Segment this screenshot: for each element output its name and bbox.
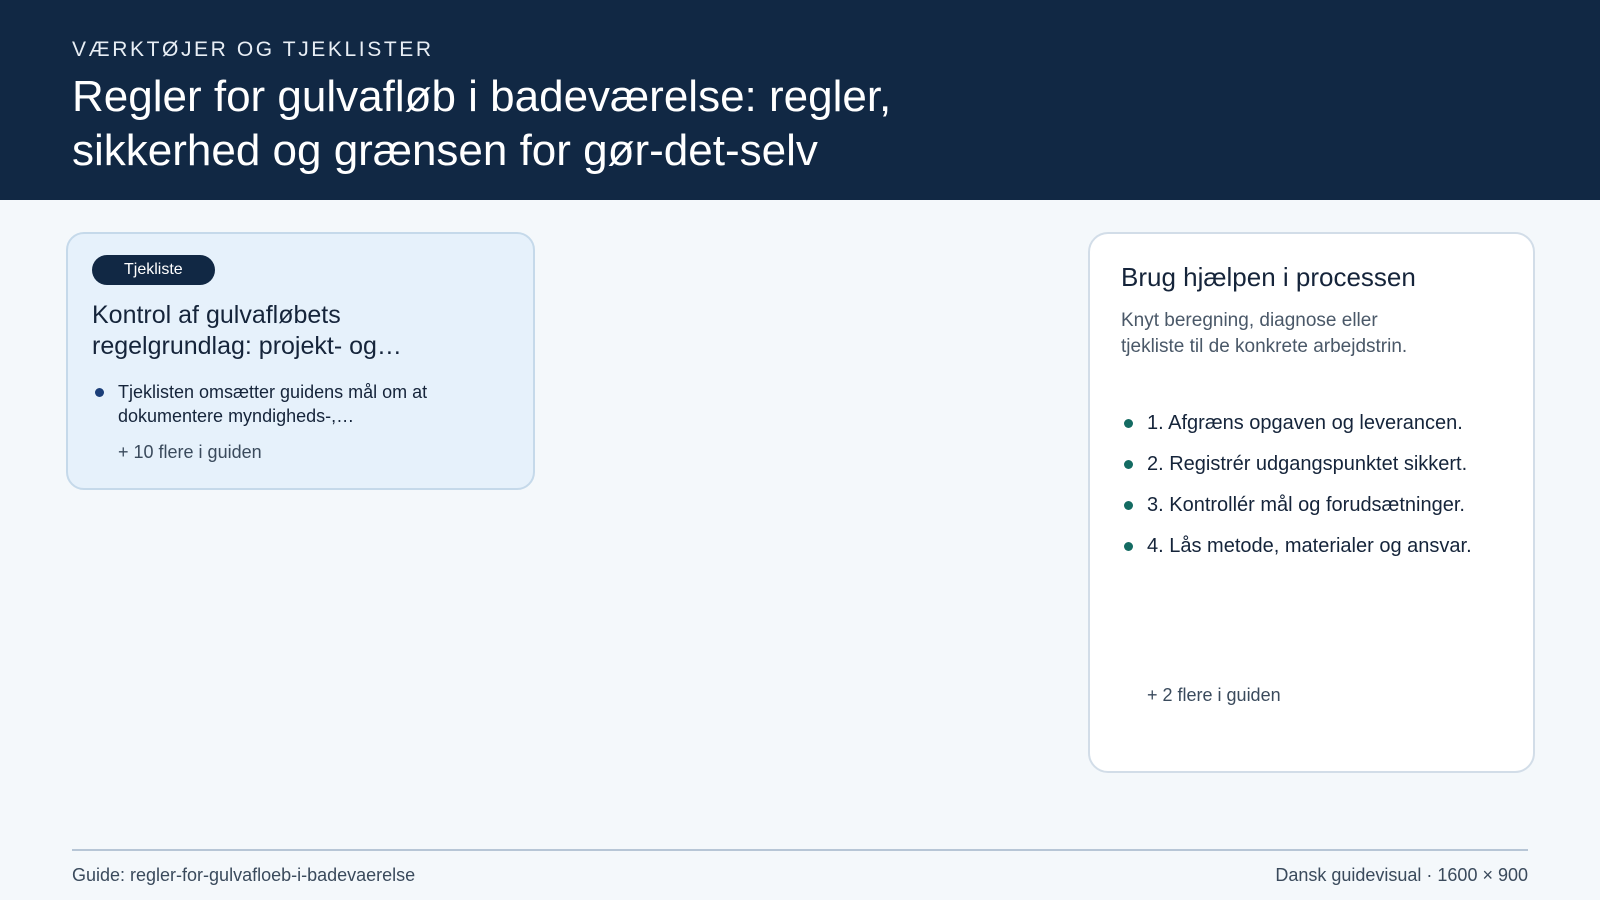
bullet-dot-icon xyxy=(1124,542,1133,551)
checklist-card-title: Kontrol af gulvafløbets regelgrundlag: projekt- og… xyxy=(92,301,402,360)
process-steps xyxy=(1121,410,1501,574)
checklist-item xyxy=(92,380,512,428)
checklist-more-link[interactable]: + 10 flere i guiden xyxy=(118,442,262,462)
process-step-text: 3. Kontrollér mål og forudsætninger. xyxy=(1147,494,1465,516)
footer-divider xyxy=(72,849,1528,851)
footer-guide-slug: Guide: regler-for-gulvafloeb-i-badevaerelse xyxy=(72,865,416,885)
page-title: Regler for gulvafløb i badeværelse: regler, sikkerhed og grænsen for gør-det-selv xyxy=(72,72,892,175)
process-card xyxy=(1088,232,1535,773)
process-more-link[interactable]: + 2 flere i guiden xyxy=(1147,685,1281,705)
checklist-items xyxy=(92,380,512,428)
header-banner xyxy=(0,0,1600,200)
bullet-dot-icon xyxy=(1124,501,1133,510)
process-step xyxy=(1121,492,1501,519)
checklist-badge: Tjekliste xyxy=(92,255,215,285)
process-step-text: 4. Lås metode, materialer og ansvar. xyxy=(1147,535,1472,557)
footer-meta: Dansk guidevisual · 1600 × 900 xyxy=(1275,865,1528,885)
bullet-dot-icon xyxy=(95,388,104,397)
process-step xyxy=(1121,410,1501,437)
process-step-text: 2. Registrér udgangspunktet sikkert. xyxy=(1147,453,1468,475)
process-step xyxy=(1121,533,1501,560)
bullet-dot-icon xyxy=(1124,419,1133,428)
process-card-title: Brug hjælpen i processen xyxy=(1121,262,1416,292)
process-card-description: Knyt beregning, diagnose eller tjekliste til de konkrete arbejdstrin. xyxy=(1121,310,1408,357)
process-step-text: 1. Afgræns opgaven og leverancen. xyxy=(1147,412,1463,434)
section-eyebrow: VÆRKTØJER OG TJEKLISTER xyxy=(72,38,434,61)
checklist-item-text: Tjeklisten omsætter guidens mål om at dokumentere myndigheds-,… xyxy=(118,382,428,426)
process-step xyxy=(1121,451,1501,478)
bullet-dot-icon xyxy=(1124,460,1133,469)
checklist-card[interactable] xyxy=(66,232,535,490)
